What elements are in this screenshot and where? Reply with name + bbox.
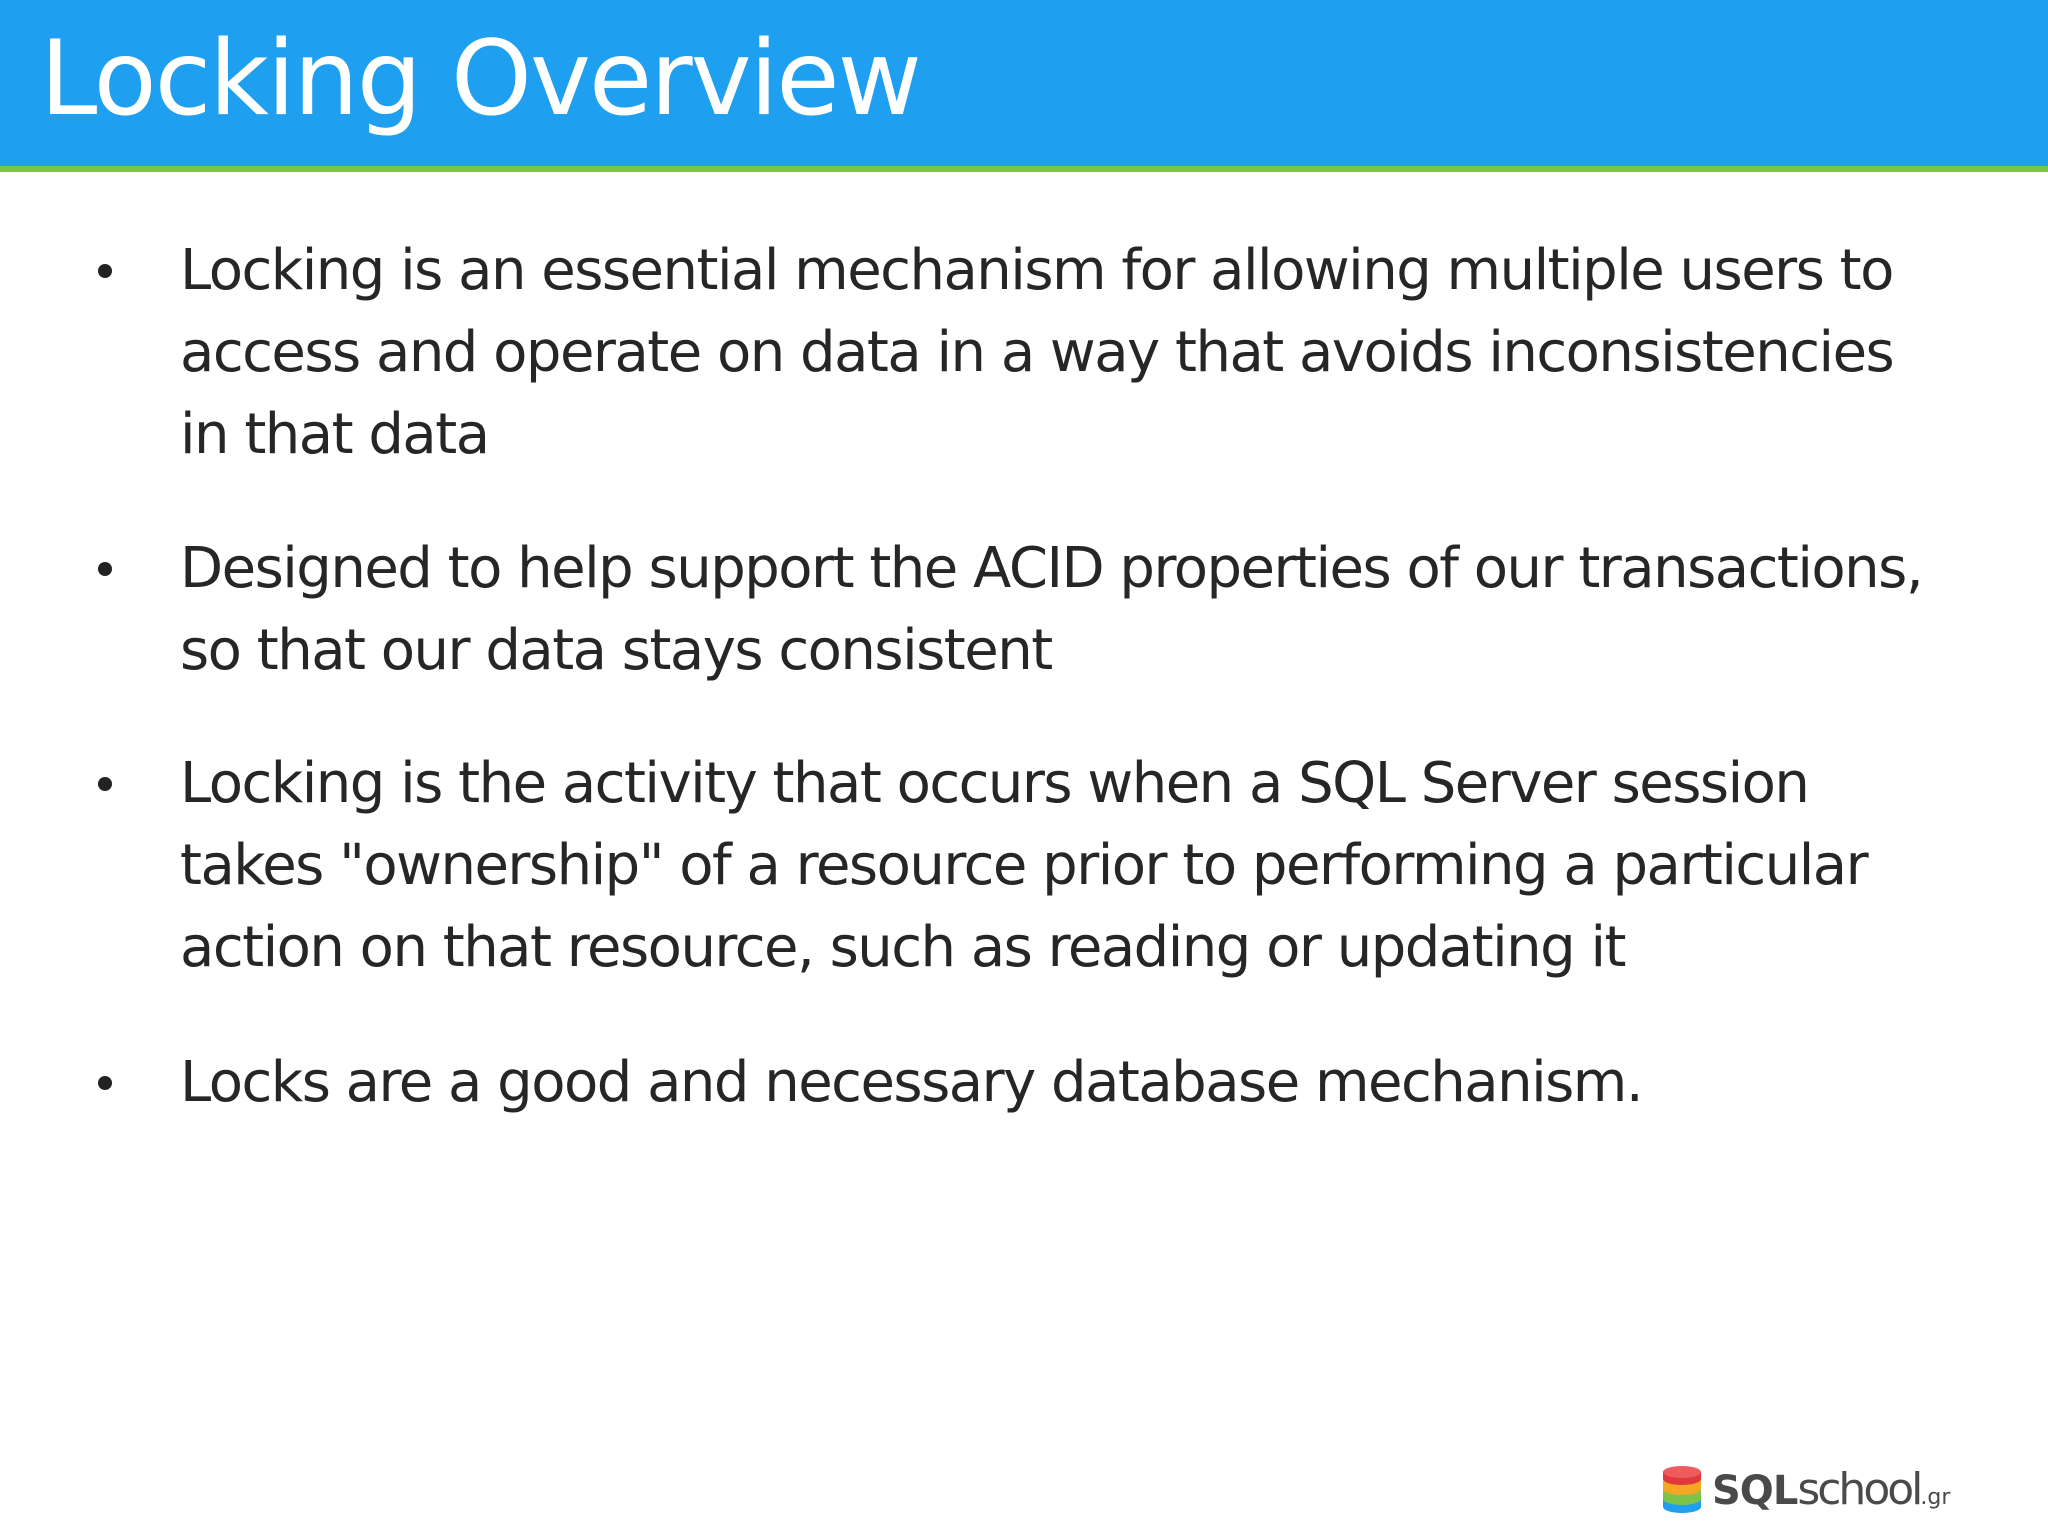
- bullet-icon: [98, 264, 112, 278]
- logo-sql-text: SQL: [1712, 1468, 1798, 1514]
- bullet-text: Designed to help support the ACID properties of our transactions, so that our data stays consistent: [180, 536, 1923, 683]
- logo-school-text: school: [1797, 1464, 1921, 1515]
- bullet-icon: [98, 1076, 112, 1090]
- bullet-icon: [98, 562, 112, 576]
- bullet-text: Locking is an essential mechanism for allowing multiple users to access and operate on data in a way that avoids inconsistencies in that data: [180, 238, 1894, 467]
- bullet-icon: [98, 777, 112, 791]
- slide-title: Locking Overview: [40, 19, 920, 139]
- bullet-text: Locks are a good and necessary database mechanism.: [180, 1050, 1643, 1115]
- logo-wordmark: [1712, 1460, 1950, 1529]
- sqlschool-logo: [1660, 1460, 2005, 1520]
- logo-tld-text: .gr: [1920, 1485, 1951, 1510]
- bullet-text: Locking is the activity that occurs when a SQL Server session takes "ownership" of a resource prior to performing a particular action on that resource, such as reading or updating it: [180, 751, 1868, 980]
- title-bar: [0, 0, 2048, 172]
- stacked-database-disks-icon: [1660, 1465, 1704, 1515]
